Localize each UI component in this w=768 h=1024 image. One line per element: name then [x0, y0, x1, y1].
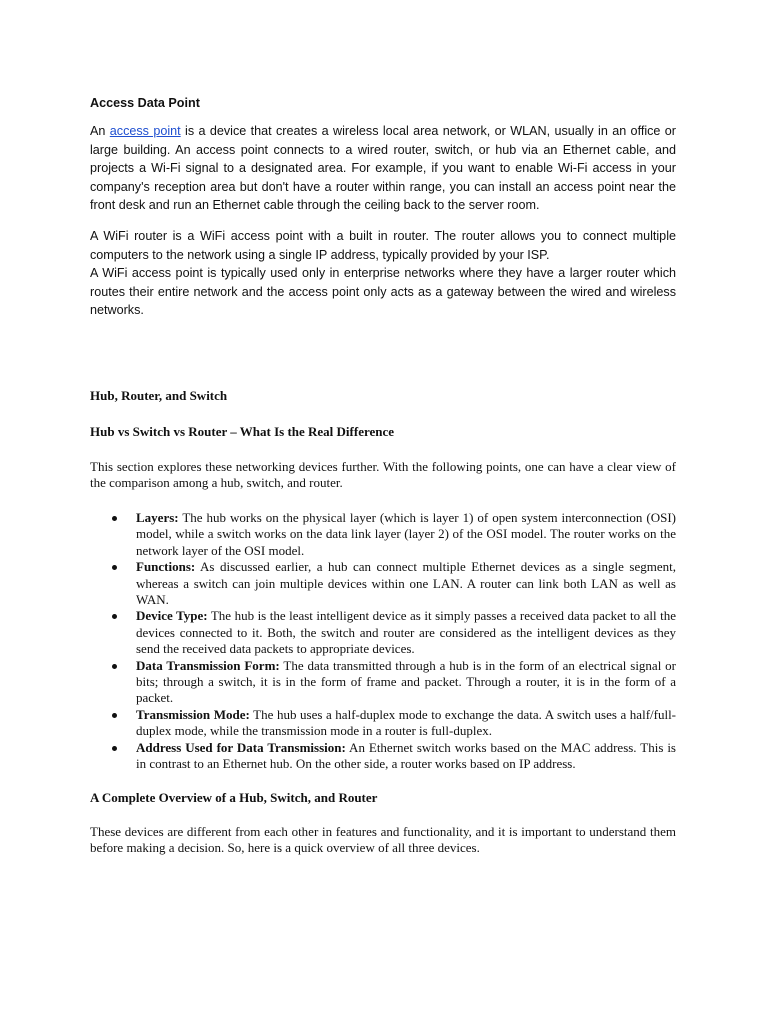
paragraph-wifi-router	[90, 227, 676, 320]
subheading-real-difference: Hub vs Switch vs Router – What Is the Real Difference	[90, 424, 395, 439]
bullet-term: Transmission Mode:	[136, 706, 250, 722]
paragraph-body: is a device that creates a wireless local area network, or WLAN, usually in an office or large building. An access point connects to a wired router, switch, or hub via an Ethernet cable, and projects a Wi-Fi signal to a designated area. For example, if you want to enable Wi-Fi access in your company's reception area but don't have a router within range, you can install an access point near the front desk and run an Ethernet cable through the ceiling back to the server room.	[90, 124, 676, 213]
bullet-text: The hub uses a half-duplex mode to exchange the data. A switch uses a half/full-duplex mode, while the transmission mode in a router is full-duplex.	[136, 706, 677, 739]
bullet-term: Address Used for Data Transmission:	[136, 739, 346, 755]
list-item	[90, 559, 676, 608]
list-item	[90, 658, 676, 707]
list-item	[90, 608, 676, 657]
paragraph-access-point-definition	[90, 122, 676, 215]
list-item	[90, 510, 676, 559]
paragraph-prefix: An	[90, 124, 110, 138]
paragraph-wifi-router-part2: A WiFi access point is typically used only in enterprise networks where they have a larger router which routes their entire network and the access point only acts as a gateway between the wired and wireless networks.	[90, 266, 676, 318]
bullet-icon	[112, 664, 117, 669]
bullet-icon	[112, 565, 117, 570]
heading-hub-router-switch: Hub, Router, and Switch	[90, 388, 228, 403]
bullet-term: Layers:	[136, 510, 179, 525]
comparison-bullet-list	[90, 510, 676, 773]
paragraph-intro: This section explores these networking devices further. With the following points, one can have a clear view of the comparison among a hub, switch, and router.	[90, 459, 676, 491]
list-item	[90, 707, 676, 740]
access-point-link[interactable]: access point	[109, 124, 181, 138]
paragraph-wifi-router-part1: A WiFi router is a WiFi access point with a built in router. The router allows you to connect multiple computers to the network using a single IP address, typically provided by your ISP.	[90, 229, 676, 262]
bullet-term: Device Type:	[136, 608, 208, 624]
bullet-term: Functions:	[136, 559, 196, 575]
heading-access-data-point: Access Data Point	[90, 96, 200, 110]
list-item	[90, 740, 676, 773]
bullet-text: The hub works on the physical layer (which is layer 1) of open system interconnection (OSI) model, while a switch works on the data link layer (layer 2) of the OSI model. The router works on the network layer of the OSI model.	[136, 510, 676, 558]
bullet-icon	[112, 746, 117, 751]
paragraph-overview: These devices are different from each other in features and functionality, and it is important to understand them before making a decision. So, here is a quick overview of all three devices.	[90, 824, 676, 856]
bullet-text: An Ethernet switch works based on the MAC address. This is in contrast to an Ethernet hub. On the other side, a router works based on IP address.	[136, 739, 676, 772]
bullet-text: The data transmitted through a hub is in the form of an electrical signal or bits; through a switch, it is in the form of frame and packet. Through a router, it is in the form of a packet.	[136, 657, 676, 706]
bullet-icon	[112, 614, 117, 619]
bullet-icon	[112, 516, 117, 521]
bullet-icon	[112, 713, 117, 718]
bullet-term: Data Transmission Form:	[136, 657, 280, 673]
bullet-text: As discussed earlier, a hub can connect multiple Ethernet devices as a single segment, whereas a switch can join multiple devices within one LAN. A router can link both LAN as well as WAN.	[136, 559, 676, 608]
heading-complete-overview: A Complete Overview of a Hub, Switch, and Router	[90, 790, 378, 805]
bullet-text: The hub is the least intelligent device as it simply passes a received data packet to all the devices connected to it. Both, the switch and router are considered as the intelligent devices as they send the received data packets to appropriate devices.	[136, 608, 676, 657]
